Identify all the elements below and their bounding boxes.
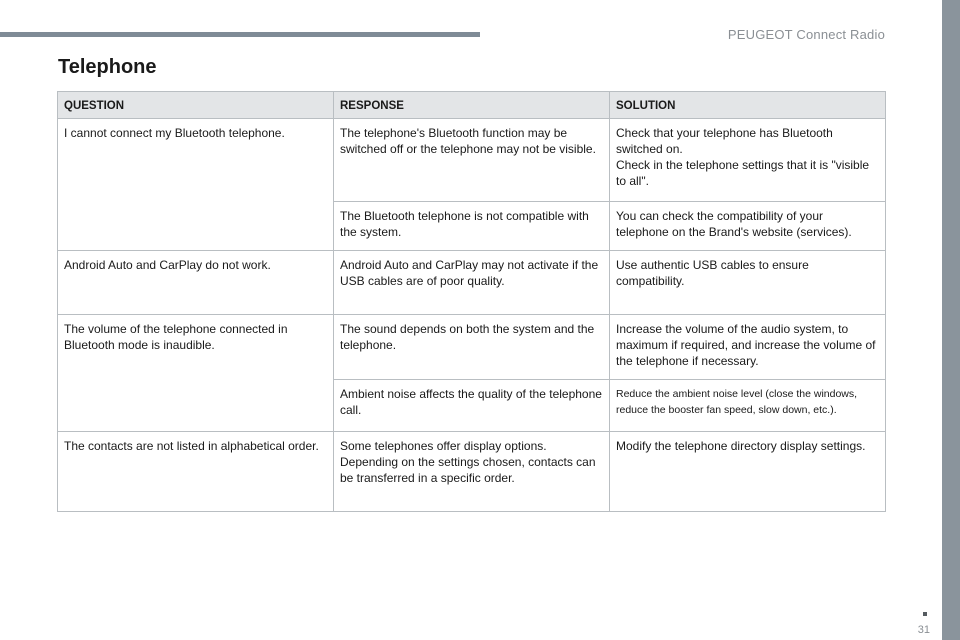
page-number: 31: [917, 624, 930, 636]
column-header-question: QUESTION: [58, 92, 334, 119]
question-cell: Android Auto and CarPlay do not work.: [58, 251, 334, 315]
response-line: Depending on the settings chosen, contacts can be transferred in a specific order.: [340, 455, 596, 485]
column-header-response: RESPONSE: [334, 92, 610, 119]
solution-cell: Modify the telephone directory display settings.: [610, 432, 886, 512]
header-brand-title: PEUGEOT Connect Radio: [727, 27, 885, 42]
solution-line: Check that your telephone has Bluetooth switched on.: [616, 126, 833, 156]
table-row: [58, 251, 886, 315]
table-row: [58, 315, 886, 380]
response-cell: The sound depends on both the system and the telephone.: [334, 315, 610, 380]
question-cell: The contacts are not listed in alphabetical order.: [58, 432, 334, 512]
page-edge-strip: [942, 0, 960, 640]
response-cell: Ambient noise affects the quality of the telephone call.: [334, 380, 610, 432]
response-cell: The telephone's Bluetooth function may be switched off or the telephone may not be visible.: [334, 119, 610, 202]
response-line: Some telephones offer display options.: [340, 439, 547, 453]
table-row: [58, 119, 886, 202]
table-row: [58, 432, 886, 512]
page-title: Telephone: [58, 56, 157, 78]
solution-line: Check in the telephone settings that it is "visible to all".: [616, 158, 870, 188]
response-cell: The Bluetooth telephone is not compatible with the system.: [334, 202, 610, 251]
faq-table: [57, 91, 886, 512]
header-rule: [0, 32, 480, 37]
solution-cell: You can check the compatibility of your telephone on the Brand's website (services).: [610, 202, 886, 251]
response-cell: [334, 432, 610, 512]
solution-cell: [610, 119, 886, 202]
solution-cell: Increase the volume of the audio system, to maximum if required, and increase the volume of the telephone if necessary.: [610, 315, 886, 380]
solution-cell: Reduce the ambient noise level (close the windows, reduce the booster fan speed, slow down, etc.).: [610, 380, 886, 432]
table-header-row: [58, 92, 886, 119]
page-marker: [923, 612, 927, 616]
solution-cell: Use authentic USB cables to ensure compatibility.: [610, 251, 886, 315]
question-cell: The volume of the telephone connected in Bluetooth mode is inaudible.: [58, 315, 334, 432]
question-cell: I cannot connect my Bluetooth telephone.: [58, 119, 334, 251]
response-cell: Android Auto and CarPlay may not activate if the USB cables are of poor quality.: [334, 251, 610, 315]
column-header-solution: SOLUTION: [610, 92, 886, 119]
